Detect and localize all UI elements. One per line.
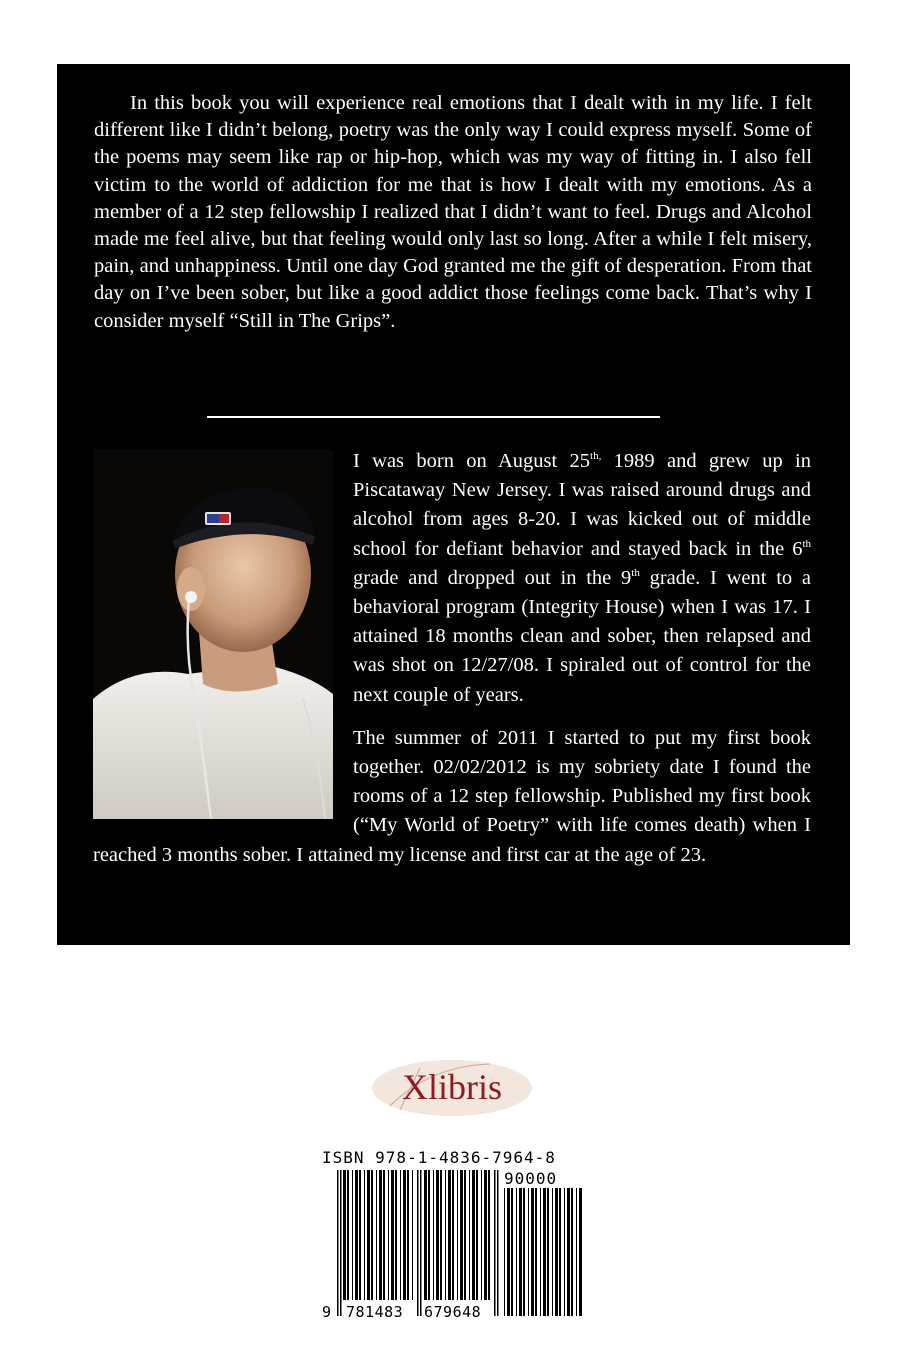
- barcode-bar: [383, 1170, 385, 1300]
- bio-text: I was born on August 25: [353, 450, 591, 472]
- ean-right-digits: 679648: [424, 1303, 482, 1321]
- barcode-bar: [571, 1188, 573, 1316]
- back-cover-panel: [57, 64, 850, 945]
- barcode-bar: [400, 1170, 401, 1300]
- barcode-bar: [576, 1188, 577, 1316]
- barcode-bar: [412, 1170, 413, 1300]
- barcode-bar: [519, 1188, 522, 1316]
- barcode-bar: [347, 1170, 349, 1300]
- ean-left-digits: 781483: [346, 1303, 404, 1321]
- barcode-bar: [559, 1188, 561, 1316]
- barcode-bar: [371, 1170, 373, 1300]
- barcode-bar: [379, 1170, 382, 1300]
- barcode-bar: [564, 1188, 565, 1316]
- barcode-bar: [464, 1170, 466, 1300]
- barcode-bar: [343, 1170, 346, 1300]
- barcode-bar: [352, 1170, 353, 1300]
- barcode-bar: [376, 1170, 377, 1300]
- barcode-bar: [531, 1188, 534, 1316]
- barcode-bar: [403, 1170, 406, 1300]
- barcode-bar: [523, 1188, 525, 1316]
- barcode-bar: [579, 1188, 582, 1316]
- barcode-bar: [460, 1170, 463, 1300]
- section-divider: [207, 416, 660, 418]
- barcode-bar: [535, 1188, 537, 1316]
- superscript: th: [802, 537, 811, 550]
- barcode-bar: [484, 1170, 487, 1300]
- barcode-bar: [504, 1188, 505, 1316]
- publisher-name: Xlibris: [401, 1067, 502, 1107]
- barcode-bar: [511, 1188, 513, 1316]
- barcode-bar: [367, 1170, 370, 1300]
- price-code: 90000: [504, 1169, 558, 1188]
- barcode-bar: [364, 1170, 365, 1300]
- barcode-bar: [407, 1170, 409, 1300]
- barcode-bar: [440, 1170, 442, 1300]
- barcode-bar: [433, 1170, 434, 1300]
- barcode-bar: [516, 1188, 517, 1316]
- barcode-bar: [359, 1170, 361, 1300]
- barcode-bars: [320, 1148, 590, 1323]
- author-bio: [93, 447, 811, 884]
- barcode-guard-bar: [417, 1170, 419, 1316]
- bio-text: 1989 and grew up in Piscataway New Jersey. I was raised around drugs and alcohol from ages 8-20. I was kicked out of middle school for defiant behavior and stayed back in the 6: [353, 450, 811, 560]
- barcode-guard-bar: [337, 1170, 339, 1316]
- barcode-bar: [355, 1170, 358, 1300]
- barcode-bar: [395, 1170, 397, 1300]
- barcode-bar: [457, 1170, 458, 1300]
- barcode-bar: [445, 1170, 446, 1300]
- barcode-bar: [452, 1170, 454, 1300]
- barcode-bar: [552, 1188, 553, 1316]
- barcode-bar: [488, 1170, 490, 1300]
- barcode-bar: [543, 1188, 546, 1316]
- publisher-logo: [370, 1058, 534, 1118]
- barcode-bar: [448, 1170, 451, 1300]
- photo-space: [93, 447, 353, 817]
- barcode-bar: [391, 1170, 394, 1300]
- barcode-guard-bar: [497, 1170, 499, 1316]
- bio-text: grade. I went to a behavioral program (Integrity House) when I was 17. I attained 18 months clean and sober, then relapsed and was shot on 12/27/08. I spiraled out of control for the next couple of years.: [353, 566, 811, 706]
- barcode-bar: [567, 1188, 570, 1316]
- barcode-bar: [507, 1188, 510, 1316]
- barcode-bar: [436, 1170, 439, 1300]
- barcode-bar: [528, 1188, 529, 1316]
- barcode-guard-bar: [494, 1170, 496, 1316]
- book-blurb: In this book you will experience real emotions that I dealt with in my life. I felt different like I didn’t belong, poetry was the only way I could express myself. Some of the poems may seem like rap or hip-hop, which was my way of fitting in. I also fell victim to the world of addiction for me that is how I dealt with my emotions. As a member of a 12 step fellowship I realized that I didn’t want to feel. Drugs and Alcohol made me feel alive, but that feeling would only last so long. After a while I felt misery, pain, and unhappiness. Until one day God granted me the gift of desperation. From that day on I’ve been sober, but like a good addict those feelings come back. That’s why I consider myself “Still in The Grips”.: [94, 92, 812, 332]
- isbn-label: ISBN 978-1-4836-7964-8: [322, 1148, 556, 1167]
- barcode-bar: [481, 1170, 482, 1300]
- isbn-barcode: [320, 1148, 590, 1323]
- barcode-bar: [476, 1170, 478, 1300]
- barcode-bar: [547, 1188, 549, 1316]
- barcode-bar: [555, 1188, 558, 1316]
- barcode-bar: [472, 1170, 475, 1300]
- barcode-guard-bar: [340, 1170, 342, 1316]
- barcode-bar: [388, 1170, 389, 1300]
- barcode-bar: [469, 1170, 470, 1300]
- barcode-bar: [428, 1170, 430, 1300]
- bio-text: grade and dropped out in the 9: [353, 566, 632, 589]
- barcode-bar: [540, 1188, 541, 1316]
- barcode-bar: [424, 1170, 427, 1300]
- superscript: th,: [590, 450, 602, 463]
- bio-paragraph-2: The summer of 2011 I started to put my first book together. 02/02/2012 is my sobriety date I found the rooms of a 12 step fellowship. Published my first book (“My World of Poetry” with life comes death) when I reached 3 months sober. I attained my license and first car at the age of 23.: [93, 726, 811, 866]
- superscript: th: [631, 566, 640, 579]
- ean-first-digit: 9: [322, 1303, 332, 1321]
- barcode-guard-bar: [420, 1170, 422, 1316]
